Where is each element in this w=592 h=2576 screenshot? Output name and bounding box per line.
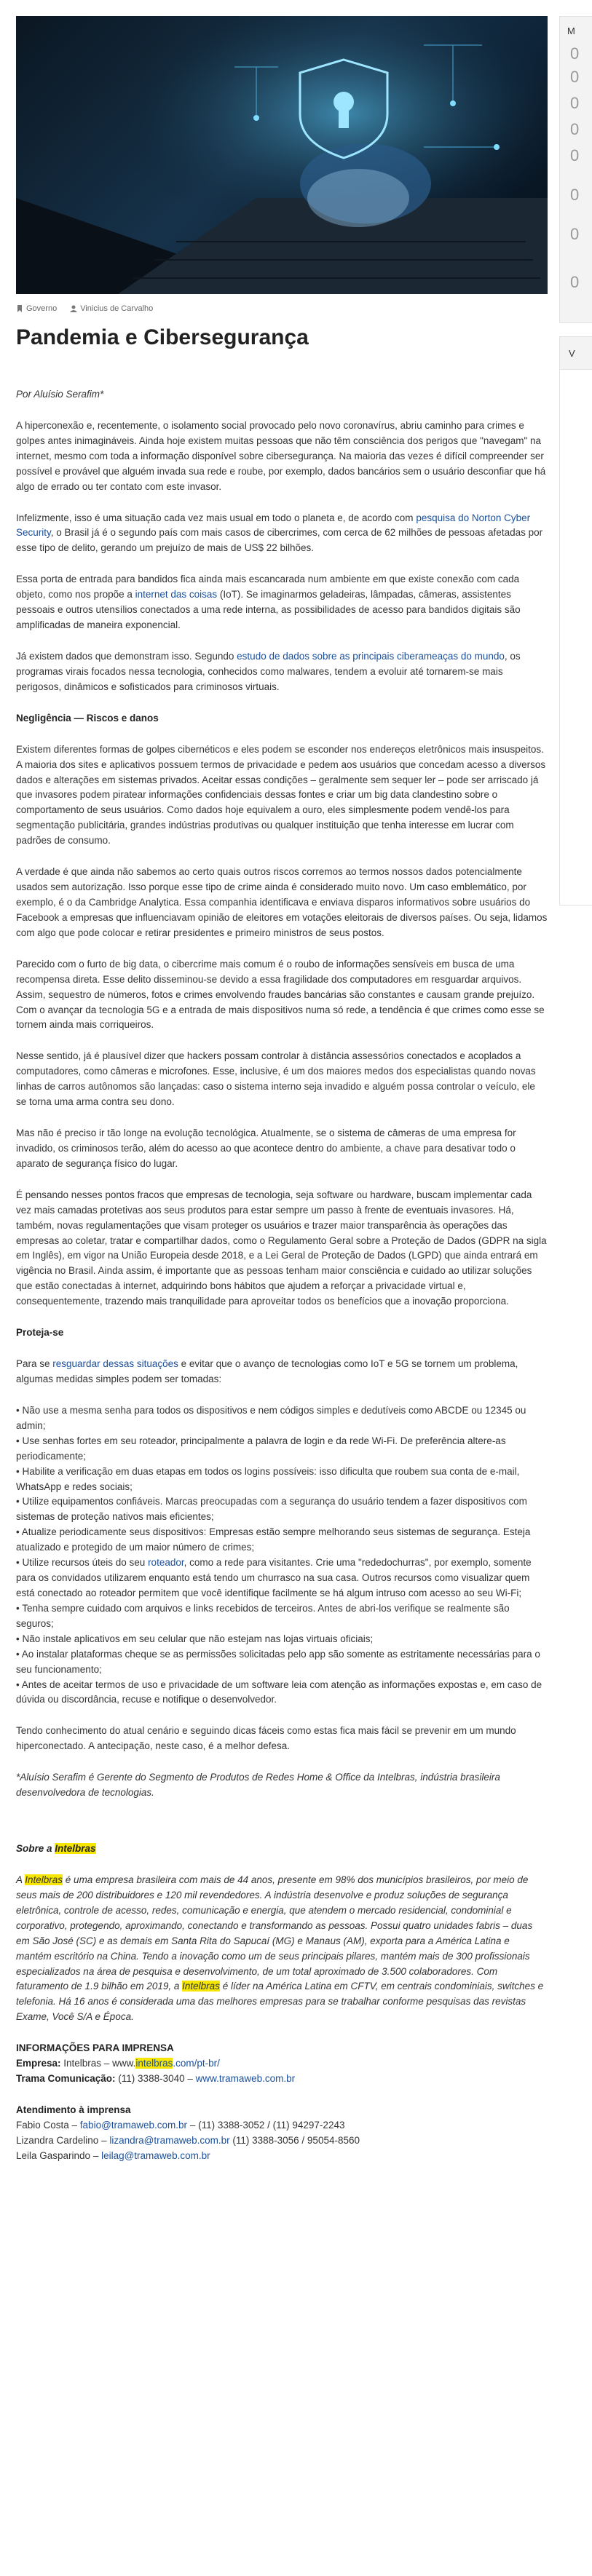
section-heading-protect: Proteja-se xyxy=(16,1327,64,1339)
paragraph: Para se resguardar dessas situações e evitar que o avanço de tecnologias como IoT e 5G se tornem um problema, algumas medidas simples podem ser tomadas: xyxy=(16,1358,518,1385)
sidebar-widget-2 xyxy=(559,336,592,905)
tip-item: • Antes de aceitar termos de uso e privacidade de um software leia com atenção as informações expostas e, em caso de dúvida ou discordância, recuse e notifique o desenvolvedor. xyxy=(16,1679,542,1705)
tramaweb-link[interactable]: www.tramaweb.com.br xyxy=(195,2073,296,2085)
page-title: Pandemia e Cibersegurança xyxy=(16,325,309,349)
post-meta xyxy=(16,304,548,313)
author-link[interactable]: Vinicius de Carvalho xyxy=(80,304,154,313)
section-heading-negligence: Negligência — Riscos e danos xyxy=(16,712,159,724)
press-heading: INFORMAÇÕES PARA IMPRENSA xyxy=(16,2042,174,2054)
tip-item: • Atualize periodicamente seus dispositivos: Empresas estão sempre melhorando seus sistemas de segurança. Esteja atualizado e protegido de um maior número de crimes; xyxy=(16,1526,531,1553)
email-link[interactable]: leilag@tramaweb.com.br xyxy=(101,2149,210,2161)
press-info: INFORMAÇÕES PARA IMPRENSA Empresa: Intelbras – www.intelbras.com/pt-br/ Trama Comunicação: (11) 3388-3040 – www.tramaweb.com.br xyxy=(16,2042,296,2085)
article xyxy=(16,16,548,2164)
about-heading: Sobre a Intelbras xyxy=(16,1843,96,1855)
category[interactable] xyxy=(16,304,57,313)
paragraph: Nesse sentido, já é plausível dizer que hackers possam controlar à distância assessórios conectados e acoplados a computadores, como câmeras e microfones. Esse, inclusive, é um dos maiores medos dos especialistas quando novas linhas de carros autônomos são lançadas: caso o sistema interno seja invadido e alguém possa controlar o veículo, ele se torna uma arma contra seu dono. xyxy=(16,1050,536,1108)
router-link[interactable]: roteador xyxy=(148,1557,184,1569)
paragraph: Parecido com o furto de big data, o cibercrime mais comum é o roubo de informações sensíveis em busca de uma recompensa direta. Esse delito disseminou-se devido a essa fragilidade dos computadores em resguardar arquivos. Assim, sequestro de números, fotos e crimes envolvendo fraudes bancárias são constantes e causam grande prejuízo. Com o avançar da tecnologia 5G e a entrada de mais dispositivos numa só rede, a tendência é que crimes como esse se tornem ainda mais corriqueiros. xyxy=(16,958,545,1031)
paragraph: A verdade é que ainda não sabemos ao certo quais outros riscos corremos ao termos nossos dados potencialmente usados sem autorização. Isso porque esse tipo de crime ainda é considerado muito novo. Um caso emblemático, por exemplo, é o da Cambridge Analytica. Essa companhia identificava e enviava disparos informativos sobre usuários do Facebook a empresas que influenciavam opinião de eleitores em votações eleitorais de diversos países. Ou seja, lidamos com algo que pode colocar e retirar presidentes e primeiro ministros de seus postos. xyxy=(16,866,548,938)
tip-item: • Não instale aplicativos em seu celular que não estejam nas lojas virtuais oficiais; xyxy=(16,1633,374,1644)
paragraph: Mas não é preciso ir tão longe na evolução tecnológica. Atualmente, se o sistema de câmeras de uma empresa for invadido, os criminosos terão, além do acesso ao que acontece dentro do ambiente, a chave para desativar todo o aparato de segurança físico do lugar. xyxy=(16,1128,516,1169)
widget-title: M xyxy=(567,25,575,36)
attend-heading: Atendimento à imprensa xyxy=(16,2104,131,2115)
paragraph: Tendo conhecimento do atual cenário e seguindo dicas fáceis como estas fica mais fácil se prevenir em um mundo hiperconectado. A antecipação, neste caso, é a melhor defesa. xyxy=(16,1725,516,1752)
author[interactable] xyxy=(70,304,153,313)
byline: Por Aluísio Serafim* xyxy=(16,389,104,400)
counter-digit: 0 xyxy=(570,44,580,63)
author-note: *Aluísio Serafim é Gerente do Segmento de Produtos de Redes Home & Office da Intelbras, indústria brasileira desenvolvedora de tecnologias. xyxy=(16,1772,500,1799)
counter-digit: 0 xyxy=(570,68,580,86)
protect-link[interactable]: resguardar dessas situações xyxy=(52,1358,178,1370)
iot-link[interactable]: internet das coisas xyxy=(135,589,218,601)
widget-title: V xyxy=(569,348,575,359)
press-contacts: Atendimento à imprensa Fabio Costa – fabio@tramaweb.com.br – (11) 3388-3052 / (11) 94297-2243 Lizandra Cardelino – lizandra@tramaweb.com.br (11) 3388-3056 / 95054-8560 Leila Gasparindo – leilag@tramaweb.com.br xyxy=(16,2104,360,2161)
tip-item: • Use senhas fortes em seu roteador, principalmente a palavra de login e da rede Wi-Fi. De preferência altere-as periodicamente; xyxy=(16,1435,506,1462)
intelbras-link[interactable]: intelbras.com/pt-br/ xyxy=(135,2058,220,2069)
paragraph: Já existem dados que demonstram isso. Segundo estudo de dados sobre as principais ciberameaças do mundo, os programas virais focados nessa tecnologia, conhecidos como malwares, tendem a evoluir até tornarem-se mais perigosos, dinâmicos e sofisticados para criminosos virtuais. xyxy=(16,650,521,692)
category-link[interactable]: Governo xyxy=(26,304,58,313)
tip-item: • Habilite a verificação em duas etapas em todos os logins possíveis: isso dificulta que roubem sua conta de e-mail, WhatsApp e redes sociais; xyxy=(16,1465,520,1492)
hero-image xyxy=(16,16,548,294)
tip-item: • Utilize equipamentos confiáveis. Marcas preocupadas com a segurança do usuário tendem a fazer dispositivos com sistemas de proteção nativos mais eficientes; xyxy=(16,1496,527,1523)
tip-item: • Não use a mesma senha para todos os dispositivos e nem códigos simples e dedutíveis como ABCDE ou 12345 ou admin; xyxy=(16,1404,526,1431)
sidebar-widget-1 xyxy=(559,16,592,323)
user-icon xyxy=(70,305,77,312)
tips-list xyxy=(16,1403,548,1708)
tip-item: • Utilize recursos úteis do seu roteador, como a rede para visitantes. Crie uma "rededochurras", por exemplo, somente para os convidados utilizarem enquanto está tendo um churrasco na sua casa. Outros recursos como visualizar quem está conectado ao roteador permitem que você identifique facilmente se há algum intruso com acesso ao seu Wi-Fi; xyxy=(16,1557,532,1598)
paragraph: É pensando nesses pontos fracos que empresas de tecnologia, seja software ou hardware, buscam implementar cada vez mais camadas protetivas aos seus produtos para estar sempre um passo à frente de eventuais invasores. Há, também, novas regulamentações que visam proteger os usuários e trazer maior transparência às operações das empresas ao coletar, tratar e compartilhar dados, como o Regulamento Geral sobre a Proteção de Dados (GDPR na sigla em Inglês), em vigor na União Europeia desde 2018, e a Lei Geral de Proteção de Dados (LGPD) que ainda entrará em vigência no Brasil. Ainda assim, é importante que as pessoas tenham maior consciência e cuidado ao utilizar soluções que estão conectadas à internet, adquirindo bons hábitos que ajudem a reforçar a privacidade virtual e, consequentemente, trazendo mais tranquilidade para aproveitar todos os benefícios que a inovação proporciona. xyxy=(16,1189,547,1307)
counter-digit: 0 xyxy=(570,225,580,243)
paragraph: Existem diferentes formas de golpes cibernéticos e eles podem se esconder nos endereços eletrônicos mais insuspeitos. A maioria dos sites e aplicativos possuem termos de privacidade e pedem aos usuários que concedam acesso a diversos dados e alterações em sistemas privados. Aceitar essas condições – geralmente sem sequer ler – pode ser arriscado já que invasores podem piratear informações confidenciais dessas fontes e criar um big data clandestino sobre o comportamento de seus usuários. Como dados hoje equivalem a ouro, eles simplesmente podem vendê-los para segmentação publicitária, grandes indústrias produtivas ou qualquer instituição que tenha interesse em lucrar com padrões de consumo. xyxy=(16,743,546,847)
counter-digit: 0 xyxy=(570,186,580,204)
counter-digit: 0 xyxy=(570,146,580,165)
article-body xyxy=(16,387,548,2164)
norton-link[interactable]: pesquisa do Norton Cyber Security xyxy=(16,512,531,539)
study-link[interactable]: estudo de dados sobre as principais ciberameaças do mundo xyxy=(237,650,505,662)
counter-digit: 0 xyxy=(570,120,580,138)
counter-digit: 0 xyxy=(570,273,580,291)
paragraph: Infelizmente, isso é uma situação cada vez mais usual em todo o planeta e, de acordo com pesquisa do Norton Cyber Security, o Brasil já é o segundo país com mais casos de cibercrimes, com cerca de 62 milhões de pessoas afetadas por esse tipo de delito, gerando um prejuízo de mais de US$ 22 bilhões. xyxy=(16,512,543,554)
about-paragraph: A Intelbras é uma empresa brasileira com mais de 44 anos, presente em 98% dos municípios brasileiros, por meio de seus mais de 200 distribuidores e 120 mil revendedores. A indústria desenvolve e produz soluções de segurança eletrônica, controle de acesso, redes, comunicação e energia, que atendem o mercado residencial, condominial e corporativo, protegendo, aproximando, conectando e transformando as pessoas. Possui quatro unidades fabris – duas em São José (SC) e as demais em Santa Rita do Sapucaí (MG) e Manaus (AM), exporta para a América Latina e mantém escritório na China. Tendo a inovação como um de seus principais pilares, mantém mais de 300 profissionais especializados na área de pesquisa e desenvolvimento, de um total aproximado de 3.500 colaboradores. Com faturamento de 1.9 bilhão em 2019, a Intelbras é líder na América Latina em CFTV, em centrais condominiais, switches e telefonia. Há 16 anos é considerada uma das melhores empresas para se trabalhar conforme pesquisas das revistas Exame, Você S/A e Época. xyxy=(16,1874,544,2023)
email-link[interactable]: lizandra@tramaweb.com.br xyxy=(109,2134,230,2146)
email-link[interactable]: fabio@tramaweb.com.br xyxy=(79,2119,188,2131)
paragraph: A hiperconexão e, recentemente, o isolamento social provocado pelo novo coronavírus, abriu caminho para crimes e golpes antes inimagináveis. Ainda hoje existem muitas pessoas que não têm consciência dos perigos que "navegam" na internet, mesmo com toda a informação disponível sobre cibersegurança. Na maioria das vezes é difícil compreender ser possível e provável que alguém invada sua rede e roube, por exemplo, dados bancários sem o usuário desconfiar que há algo de errado ou ter contato com este invasor. xyxy=(16,419,546,492)
paragraph: Essa porta de entrada para bandidos fica ainda mais escancarada num ambiente em que existe conexão com cada objeto, como nos propõe a internet das coisas (IoT). Se imaginarmos geladeiras, lâmpadas, câmeras, assistentes pessoais e outros utensílios conectados a uma rede interna, as possibilidades de acesso para bandidos digitais são amplificadas de maneira exponencial. xyxy=(16,574,521,631)
tip-item: • Tenha sempre cuidado com arquivos e links recebidos de terceiros. Antes de abri-los verifique se realmente são seguros; xyxy=(16,1602,510,1629)
tip-item: • Ao instalar plataformas cheque se as permissões solicitadas pelo app são somente as estritamente necessárias para o seu funcionamento; xyxy=(16,1648,540,1675)
bookmark-icon xyxy=(16,305,23,312)
counter-digit: 0 xyxy=(570,94,580,112)
